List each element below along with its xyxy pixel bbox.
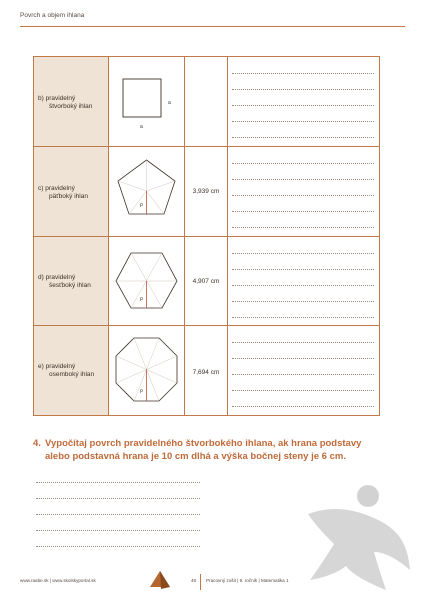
pyramid-table (33, 56, 380, 416)
answer-line[interactable] (232, 285, 374, 286)
apothem-value: 7,694 cm (192, 369, 220, 376)
answer-line[interactable] (232, 253, 374, 254)
row-label (38, 363, 94, 379)
answer-line[interactable] (232, 179, 374, 180)
answer-line[interactable] (36, 514, 200, 515)
answer-line[interactable] (232, 89, 374, 90)
answer-line[interactable] (232, 137, 374, 138)
answer-lines (228, 57, 379, 146)
answer-line[interactable] (232, 121, 374, 122)
header-title: Povrch a objem ihlana (20, 12, 85, 19)
row-label (38, 274, 91, 290)
answer-lines (228, 326, 379, 415)
page-number: 48 (191, 578, 197, 583)
square-base-figure (109, 57, 184, 146)
height-label: ρ (140, 388, 143, 394)
footer-websites: www.raabe.sk | www.skolskyportal.sk (20, 578, 96, 583)
apothem-value: 3,939 cm (192, 188, 220, 195)
answer-line[interactable] (232, 269, 374, 270)
row-label-line: e) pravidelný (38, 363, 76, 370)
answer-line[interactable] (36, 530, 200, 531)
answer-line[interactable] (232, 73, 374, 74)
answer-line[interactable] (232, 406, 374, 407)
row-label-line: c) pravidelný (38, 185, 75, 192)
answer-lines (228, 147, 379, 236)
answer-line[interactable] (36, 498, 200, 499)
row-label-line: b) pravidelný (38, 95, 76, 102)
answer-line[interactable] (232, 163, 374, 164)
answer-line[interactable] (232, 374, 374, 375)
answer-line[interactable] (232, 211, 374, 212)
answer-line[interactable] (232, 195, 374, 196)
side-label: a (168, 100, 171, 106)
row-label (38, 185, 88, 201)
answer-line[interactable] (232, 317, 374, 318)
answer-line[interactable] (232, 342, 374, 343)
height-label: ρ (140, 296, 143, 302)
row-label-line: päťboký ihlan (49, 193, 88, 200)
height-label: ρ (140, 202, 143, 208)
apothem-value: 4,907 cm (192, 278, 220, 285)
value-cell (185, 147, 227, 236)
row-label-line: osemboký ihlan (49, 371, 95, 378)
answer-line[interactable] (36, 546, 200, 547)
footer-divider (200, 574, 201, 590)
answer-line[interactable] (232, 301, 374, 302)
value-cell (185, 326, 227, 415)
hexagon-base-figure (109, 237, 184, 326)
publisher-figure-logo (300, 474, 415, 592)
header-divider (20, 26, 405, 27)
row-label-line: štvorboký ihlan (49, 103, 93, 110)
row-label (38, 95, 92, 111)
footer-publication: Pracovný zošit | 9. ročník | Matematika 1 (206, 578, 289, 583)
octagon-base-figure (109, 326, 184, 415)
base-label: a (140, 124, 143, 130)
value-cell (185, 237, 227, 325)
answer-line[interactable] (232, 105, 374, 106)
pentagon-base-figure (109, 147, 184, 236)
answer-line[interactable] (232, 358, 374, 359)
row-label-line: d) pravidelný (38, 274, 76, 281)
row-label-line: šesťboký ihlan (49, 282, 91, 289)
task-number: 4. (33, 438, 41, 449)
answer-line[interactable] (36, 482, 200, 483)
pyramid-icon (149, 570, 171, 590)
answer-line[interactable] (232, 227, 374, 228)
answer-line[interactable] (232, 390, 374, 391)
answer-lines (228, 237, 379, 325)
task-text: Vypočítaj povrch pravidelného štvorbokého ihlana, ak hrana podstavy alebo podstavná hrana je 10 cm dlhá a výška bočnej steny je 6 cm. (45, 438, 362, 462)
value-cell (185, 57, 227, 146)
